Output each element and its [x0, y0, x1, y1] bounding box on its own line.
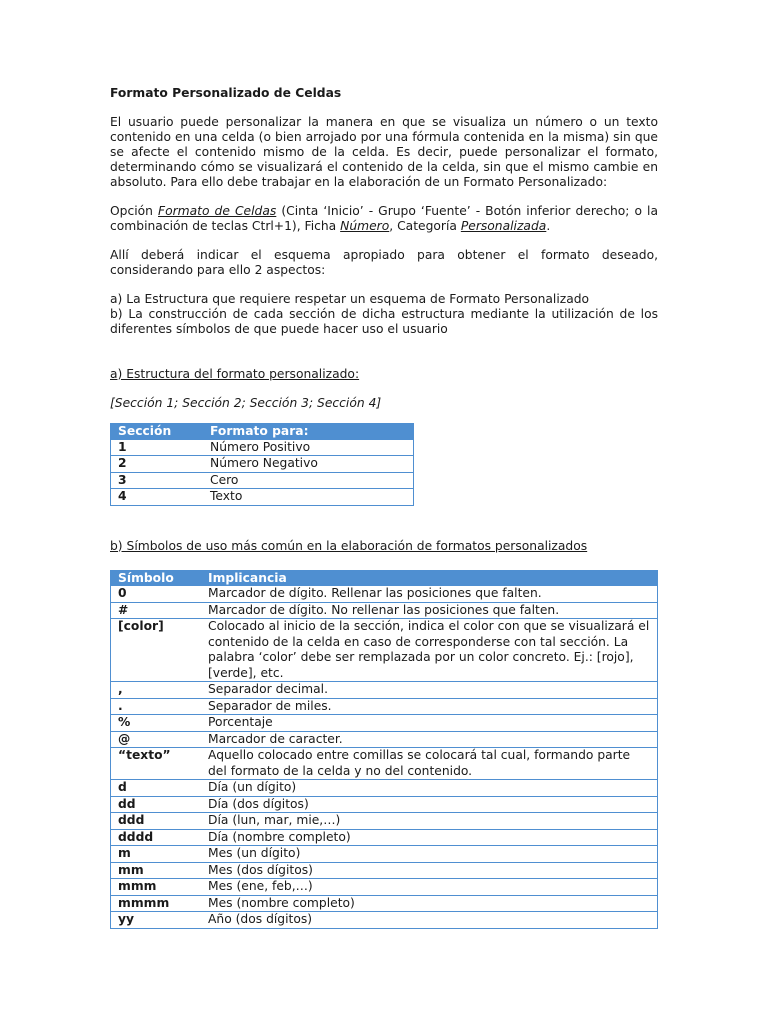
symbols-table-row-key: ddd — [111, 813, 202, 830]
structure-table-body — [111, 440, 414, 506]
option-link-personalizada: Personalizada — [460, 219, 547, 233]
symbols-table-row-value: Día (lun, mar, mie,…) — [201, 813, 658, 830]
symbols-table-row — [111, 602, 658, 619]
symbols-table-row — [111, 796, 658, 813]
aspect-b: b) La construcción de cada sección de dicha estructura mediante la utilización de los diferentes símbolos de que puede hacer uso el usuario — [110, 307, 658, 336]
symbols-table-row-value: Marcador de dígito. Rellenar las posiciones que falten. — [201, 586, 658, 602]
structure-table-row-value: Número Positivo — [203, 440, 414, 456]
option-prefix: Opción — [110, 204, 159, 218]
symbols-table-row-value: Separador decimal. — [201, 682, 658, 699]
structure-table — [110, 423, 414, 506]
aspect-a: a) La Estructura que requiere respetar un esquema de Formato Personalizado — [110, 292, 590, 306]
structure-table-header-row — [111, 424, 414, 440]
symbols-table-row-key: [color] — [111, 619, 202, 682]
section-b-heading: b) Símbolos de uso más común en la elaboración de formatos personalizados — [110, 538, 588, 553]
symbols-table-row — [111, 813, 658, 830]
symbols-table-row-value: Aquello colocado entre comillas se colocará tal cual, formando parte del formato de la celda y no del contenido. — [201, 748, 658, 780]
symbols-table-row-key: , — [111, 682, 202, 699]
symbols-table-row-key: d — [111, 780, 202, 797]
symbols-table-row-value: Mes (nombre completo) — [201, 895, 658, 912]
symbols-table-row-key: % — [111, 715, 202, 732]
symbols-table-row — [111, 780, 658, 797]
document-title: Formato Personalizado de Celdas — [110, 86, 342, 100]
structure-table-row-key: 4 — [111, 489, 204, 506]
structure-header-format: Formato para: — [203, 424, 414, 440]
structure-table-row-key: 3 — [111, 472, 204, 489]
intro-paragraph: El usuario puede personalizar la manera en que se visualiza un número o un texto contenido en una celda (o bien arrojado por una fórmula contenida en la misma) sin que se afecte el contenido mismo de la celda. Es decir, puede personalizar el formato, determinando cómo se visualizará el contenido de la celda, sin que el mismo cambie en absoluto. Para ello debe trabajar en la elaboración de un Formato Personalizado: — [110, 115, 658, 189]
symbols-table-row-key: 0 — [111, 586, 202, 602]
symbols-table-row-key: mmmm — [111, 895, 202, 912]
symbols-table — [110, 570, 658, 929]
structure-table-row-key: 1 — [111, 440, 204, 456]
symbols-table-row-key: dd — [111, 796, 202, 813]
symbols-table-row-key: m — [111, 846, 202, 863]
symbols-table-header-row — [111, 570, 658, 586]
structure-header-section: Sección — [111, 424, 204, 440]
document-page — [110, 86, 658, 929]
symbols-table-row-key: “texto” — [111, 748, 202, 780]
section-a-heading: a) Estructura del formato personalizado: — [110, 367, 360, 381]
option-middle2: , Categoría — [389, 219, 461, 233]
symbols-table-row — [111, 715, 658, 732]
symbols-table-row — [111, 862, 658, 879]
symbols-table-row-key: # — [111, 602, 202, 619]
symbols-table-row-value: Mes (ene, feb,…) — [201, 879, 658, 896]
symbols-table-row — [111, 731, 658, 748]
symbols-table-row — [111, 748, 658, 780]
symbols-table-row — [111, 698, 658, 715]
structure-table-row — [111, 472, 414, 489]
symbols-table-body — [111, 586, 658, 928]
symbols-table-row-key: mm — [111, 862, 202, 879]
symbols-table-row — [111, 895, 658, 912]
structure-table-row-value: Cero — [203, 472, 414, 489]
symbols-table-row-value: Día (dos dígitos) — [201, 796, 658, 813]
symbols-table-row-value: Colocado al inicio de la sección, indica el color con que se visualizará el contenido de la celda en caso de corresponderse con tal sección. La palabra ‘color’ debe ser remplazada por un color concreto. Ej.: [rojo], [verde], etc. — [201, 619, 658, 682]
section-a-schema: [Sección 1; Sección 2; Sección 3; Sección 4] — [110, 396, 382, 410]
structure-table-row — [111, 456, 414, 473]
symbols-table-row-value: Año (dos dígitos) — [201, 912, 658, 929]
symbols-table-row-key: dddd — [111, 829, 202, 846]
symbols-table-row — [111, 879, 658, 896]
symbols-table-row-key: @ — [111, 731, 202, 748]
symbols-table-row-value: Porcentaje — [201, 715, 658, 732]
structure-table-row-value: Número Negativo — [203, 456, 414, 473]
symbols-table-row-value: Marcador de dígito. No rellenar las posiciones que falten. — [201, 602, 658, 619]
symbols-table-row-key: mmm — [111, 879, 202, 896]
alli-paragraph: Allí deberá indicar el esquema apropiado para obtener el formato deseado, considerando para ello 2 aspectos: — [110, 248, 658, 277]
structure-table-row-value: Texto — [203, 489, 414, 506]
symbols-table-row-value: Mes (un dígito) — [201, 846, 658, 863]
structure-table-row — [111, 440, 414, 456]
symbols-table-row — [111, 912, 658, 929]
symbols-table-row-key: yy — [111, 912, 202, 929]
option-paragraph — [110, 204, 658, 234]
symbols-header-meaning: Implicancia — [201, 570, 658, 586]
option-link-formato-celdas: Formato de Celdas — [158, 204, 277, 218]
option-suffix: . — [546, 219, 551, 233]
structure-table-row-key: 2 — [111, 456, 204, 473]
symbols-table-row — [111, 846, 658, 863]
symbols-header-symbol: Símbolo — [111, 570, 202, 586]
symbols-table-row-value: Mes (dos dígitos) — [201, 862, 658, 879]
symbols-table-row-value: Marcador de caracter. — [201, 731, 658, 748]
structure-table-row — [111, 489, 414, 506]
symbols-table-row — [111, 682, 658, 699]
symbols-table-row-value: Día (nombre completo) — [201, 829, 658, 846]
symbols-table-row-key: . — [111, 698, 202, 715]
symbols-table-row — [111, 586, 658, 602]
symbols-table-row-value: Día (un dígito) — [201, 780, 658, 797]
symbols-table-row — [111, 619, 658, 682]
option-middle: (Cinta ‘Inicio’ - Grupo ‘Fuente’ - Botón inferior derecho; o la combinación de teclas Ctrl+1), Ficha — [110, 204, 658, 233]
option-link-numero: Número — [340, 219, 390, 233]
symbols-table-row — [111, 829, 658, 846]
symbols-table-row-value: Separador de miles. — [201, 698, 658, 715]
